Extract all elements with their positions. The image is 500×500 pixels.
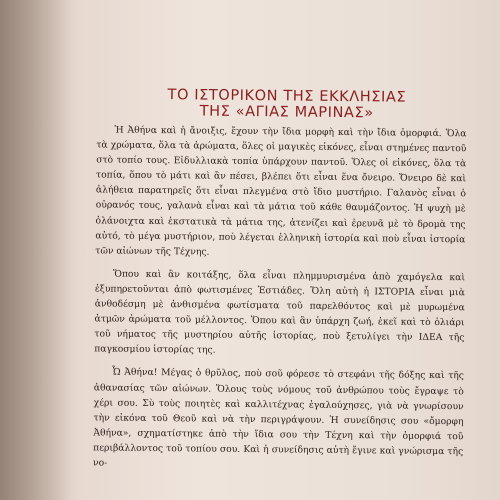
book-page xyxy=(53,0,500,500)
paragraph-2: Ὅπου καὶ ἂν κοιτάξης, ὅλα εἶναι πλημμυρισμένα ἀπὸ χαμόγελα καὶ ἐξυπηρετοῦνται ἀπὸ φωτισμένες Ἑστιάδες. Ὅλη αὐτὴ ἡ ΙΣΤΟΡΙΑ εἶναι μιὰ ἀνθοδέσμη μὲ ἀνθισμένα φωτίσματα τοῦ παρελθόντος καὶ μὲ μυρωμένα ἀτμῶν ἀρώματα τοῦ μέλλοντος. Ὅπου καὶ ἂν ὑπάρχη ζωή, ἐκεῖ καὶ τὸ ὁλιάρι τοῦ νήματος τῆς μυστηρίου αὐτῆς ἱστορίας, ποὺ ξετυλίγει τὴν ΙΔΕΑ τῆς παγκοσμίου ἱστορίας της. xyxy=(94,268,466,356)
paragraph-1: Ἡ Ἀθήνα καὶ ἡ ἄνοιξις, ἔχουν τὴν ἴδια μορφὴ καὶ τὴν ἴδια ὀμορφιά. Ὅλα τὰ χρώματα, ὅλα τὰ ἀρώματα, ὅλες οἱ μαγικὲς εἰκόνες, εἶναι στημένες παντοῦ στὸ τοπίο τους. Εἰδυλλιακὰ τοπία ὑπάρχουν παντοῦ. Ὅλες οἱ εἰκόνες, ὅλα τὰ τοπία, ὅπου τὸ μάτι καὶ ἂν πέσει, βλέπει ὅτι εἶναι ἕνα ὄνειρο. Ὄνειρο δὲ καὶ ἀλήθεια παρατηρεῖς ὅτι εἶναι πλεγμένα στὸ ἴδιο μυστήριο. Γαλανὸς εἶναι ὁ οὐρανός τους, γαλανὰ εἶναι καὶ τὰ μάτια τοῦ κάθε θαυμάζοντος. Ἡ ψυχὴ μὲ ὀλάνοιχτα καὶ ἐκστατικὰ τὰ μάτια της, ἀτενίζει καὶ ἐρευνᾶ μὲ τὸ δρομὰ της αὐτό, τὸ μέγα μυστήριον, ποὺ λέγεται ἑλληνικὴ ἱστορία καὶ ποὺ εἶναι ἱστορία τῶν αἰώνων τῆς Τέχνης. xyxy=(95,124,467,258)
body-text xyxy=(93,122,467,474)
chapter-title-line-1: ΤΟ ΙΣΤΟΡΙΚΟΝ ΤΗΣ ΕΚΚΛΗΣΙΑΣ xyxy=(167,87,407,106)
paragraph-3: Ὦ Ἀθήνα! Μέγας ὁ θρῦλος, ποὺ σοῦ φόρεσε τὸ στεφάνι τῆς δόξης καὶ τῆς ἀθανασίας τῶν αἰώνων. Ὅλους τοὺς νόμους τοῦ ἀνθρώπου τοὺς ἔγραψε τὸ χέρι σου. Σὺ τοὺς ποιητὲς καὶ καλλιτέχνας ἐγαλούχησες, γιὰ νὰ γνωρίσουν τὴν εἰκόνα τοῦ Θεοῦ καὶ νὰ τὴν περιγράψουν. Ἡ συνείδησις σου «ὄμορφη Ἀθήνα», σχηματίστηκε ἀπὸ τὴν ἴδια σου τὴν Τέχνη καὶ τὴν ὀμορφιά τοῦ περιβάλλοντος τοῦ τοπίου σου. Καὶ ἡ συνείδησις αὐτὴ ἔγινε καὶ γνώρισμα τῆς νο- xyxy=(92,366,465,469)
chapter-title-line-2: ΤΗΣ «ΑΓΙΑΣ ΜΑΡΙΝΑΣ» xyxy=(199,103,374,122)
